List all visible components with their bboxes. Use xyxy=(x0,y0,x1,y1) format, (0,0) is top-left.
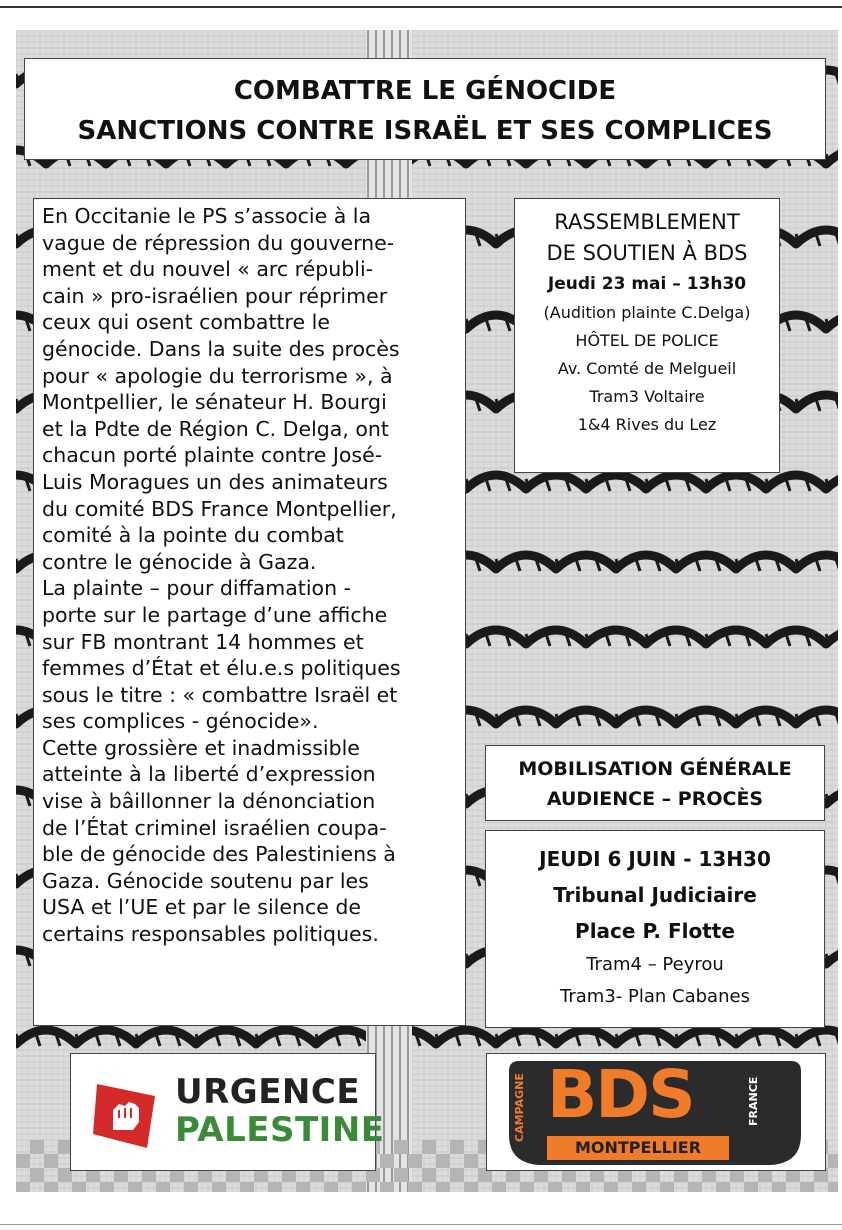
urgence-line-1: URGENCE xyxy=(175,1072,361,1112)
top-rule xyxy=(0,6,842,8)
body-text-line: certains responsables politiques. xyxy=(42,922,379,947)
bottom-rule xyxy=(0,1224,842,1225)
raised-fist-icon xyxy=(89,1074,169,1154)
body-text-line: femmes d’État et élu.e.s politiques xyxy=(42,656,401,681)
body-text-line: génocide. Dans la suite des procès xyxy=(42,336,400,361)
body-text-line: La plainte – pour diffamation - xyxy=(42,576,351,601)
rally-line-2: DE SOUTIEN À BDS xyxy=(546,241,748,265)
urgence-palestine-logo xyxy=(70,1053,385,1171)
rally-box xyxy=(514,198,780,473)
hearing-box xyxy=(485,830,825,1028)
body-text-line: USA et l’UE et par le silence de xyxy=(42,895,362,920)
hearing-tram-2: Tram3- Plan Cabanes xyxy=(560,986,750,1007)
rally-place: HÔTEL DE POLICE xyxy=(575,331,719,350)
body-text-line: sous le titre : « combattre Israël et xyxy=(42,682,398,707)
urgence-line-2: PALESTINE xyxy=(175,1110,385,1150)
bds-big-label: BDS xyxy=(547,1056,694,1133)
body-text-line: Gaza. Génocide soutenu par les xyxy=(42,868,369,893)
body-text-line: pour « apologie du terrorisme », à xyxy=(42,363,393,388)
body-text-line: comité à la pointe du combat xyxy=(42,523,344,548)
bds-montpellier-label: MONTPELLIER xyxy=(547,1136,729,1160)
rally-address: Av. Comté de Melgueil xyxy=(557,359,737,378)
body-text-line: ceux qui osent combattre le xyxy=(42,310,330,335)
rally-line-1: RASSEMBLEMENT xyxy=(554,210,740,234)
rally-note: (Audition plainte C.Delga) xyxy=(543,303,751,322)
body-text-line: de l’État criminel israélien coupa- xyxy=(42,815,387,840)
poster-title xyxy=(24,58,826,160)
body-text-line: Montpellier, le sénateur H. Bourgi xyxy=(42,390,387,415)
hearing-venue: Tribunal Judiciaire xyxy=(553,883,757,907)
body-text-line: En Occitanie le PS s’associe à la xyxy=(42,204,372,228)
bds-montpellier-logo xyxy=(486,1053,826,1171)
body-text-line: ses complices - génocide». xyxy=(42,709,319,734)
body-text-line: Luis Moragues un des animateurs xyxy=(42,469,388,494)
body-text-line: porte sur le partage d’une affiche xyxy=(42,602,388,627)
title-line-1: COMBATTRE LE GÉNOCIDE xyxy=(233,76,617,106)
mobilisation-box xyxy=(485,745,825,821)
rally-tram-1: Tram3 Voltaire xyxy=(589,387,705,406)
bds-france-label: FRANCE xyxy=(747,1076,760,1126)
body-text-line: cain » pro-israélien pour réprimer xyxy=(42,283,388,308)
body-text-box xyxy=(33,198,466,1026)
body-text-line: du comité BDS France Montpellier, xyxy=(42,496,397,521)
hearing-place: Place P. Flotte xyxy=(575,919,735,943)
body-text-line: ble de génocide des Palestiniens à xyxy=(42,842,396,867)
hearing-tram-1: Tram4 – Peyrou xyxy=(586,954,724,975)
body-text-line: vague de répression du gouverne- xyxy=(42,230,395,255)
rally-tram-2: 1&4 Rives du Lez xyxy=(577,415,717,434)
mobilisation-line-2: AUDIENCE – PROCÈS xyxy=(546,788,764,810)
body-text-line: sur FB montrant 14 hommes et xyxy=(42,629,364,654)
body-text-line: ment et du nouvel « arc républi- xyxy=(42,257,374,282)
body-text-line: atteinte à la liberté d’expression xyxy=(42,762,376,787)
hearing-date: JEUDI 6 JUIN - 13H30 xyxy=(539,847,771,871)
body-text-line: Cette grossière et inadmissible xyxy=(42,735,360,760)
mobilisation-line-1: MOBILISATION GÉNÉRALE xyxy=(518,758,792,780)
body-text-line: et la Pdte de Région C. Delga, ont xyxy=(42,416,389,441)
body-text-line: chacun porté plainte contre José- xyxy=(42,443,383,468)
body-text-line: vise à bâillonner la dénonciation xyxy=(42,789,376,814)
title-line-2: SANCTIONS CONTRE ISRAËL ET SES COMPLICES xyxy=(77,116,773,146)
bds-campagne-label: CAMPAGNE xyxy=(513,1073,526,1142)
rally-date: Jeudi 23 mai – 13h30 xyxy=(547,274,747,294)
body-text-line: contre le génocide à Gaza. xyxy=(42,549,317,574)
